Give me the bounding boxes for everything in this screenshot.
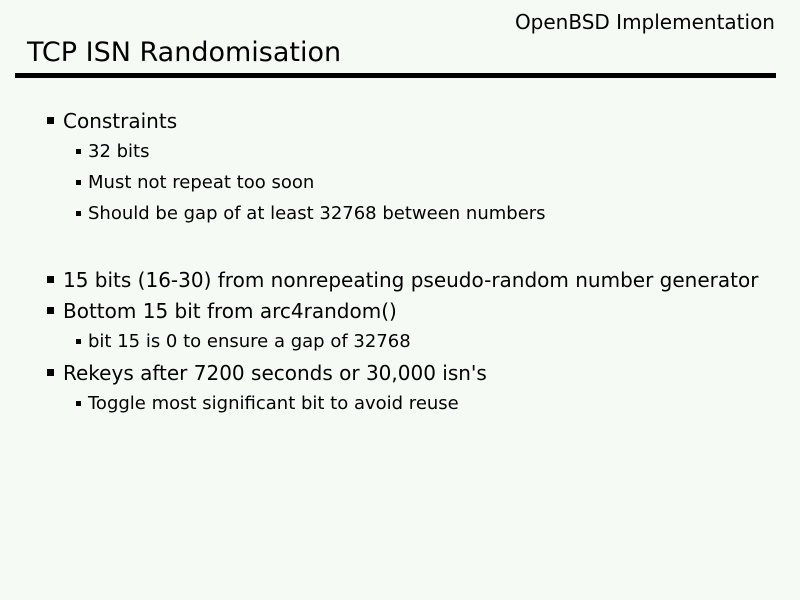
bullet-text: Rekeys after 7200 seconds or 30,000 isn's [63, 360, 487, 385]
title-rule-divider [15, 73, 776, 78]
bullet-item [0, 136, 800, 167]
bullet-item [0, 264, 800, 295]
bullet-item [0, 198, 800, 229]
bullet-text: Must not repeat too soon [88, 172, 315, 193]
bullet-item [0, 167, 800, 198]
bullet-text: Toggle most significant bit to avoid reuse [88, 393, 459, 414]
bullet-square-icon [76, 180, 81, 185]
bullet-text: 32 bits [88, 141, 150, 162]
bullet-item [0, 388, 800, 419]
bullet-text: Constraints [63, 108, 178, 133]
bullet-text: Should be gap of at least 32768 between numbers [88, 203, 546, 224]
bullet-item [0, 326, 800, 357]
bullet-square-icon [76, 149, 81, 154]
slide-header-note: OpenBSD Implementation [514, 10, 775, 34]
bullet-text: 15 bits (16-30) from nonrepeating pseudo-random number generator [63, 267, 759, 292]
bullet-square-icon [47, 117, 54, 124]
bullet-square-icon [76, 401, 81, 406]
bullet-item [0, 295, 800, 326]
bullet-square-icon [47, 276, 54, 283]
bullet-item [0, 357, 800, 388]
bullet-square-icon [76, 211, 81, 216]
bullet-square-icon [76, 339, 81, 344]
slide-title: TCP ISN Randomisation [27, 37, 342, 68]
bullet-list [0, 105, 800, 419]
bullet-square-icon [47, 369, 54, 376]
bullet-item [0, 105, 800, 136]
bullet-text: Bottom 15 bit from arc4random() [63, 298, 397, 323]
bullet-square-icon [47, 307, 54, 314]
bullet-text: bit 15 is 0 to ensure a gap of 32768 [88, 331, 411, 352]
